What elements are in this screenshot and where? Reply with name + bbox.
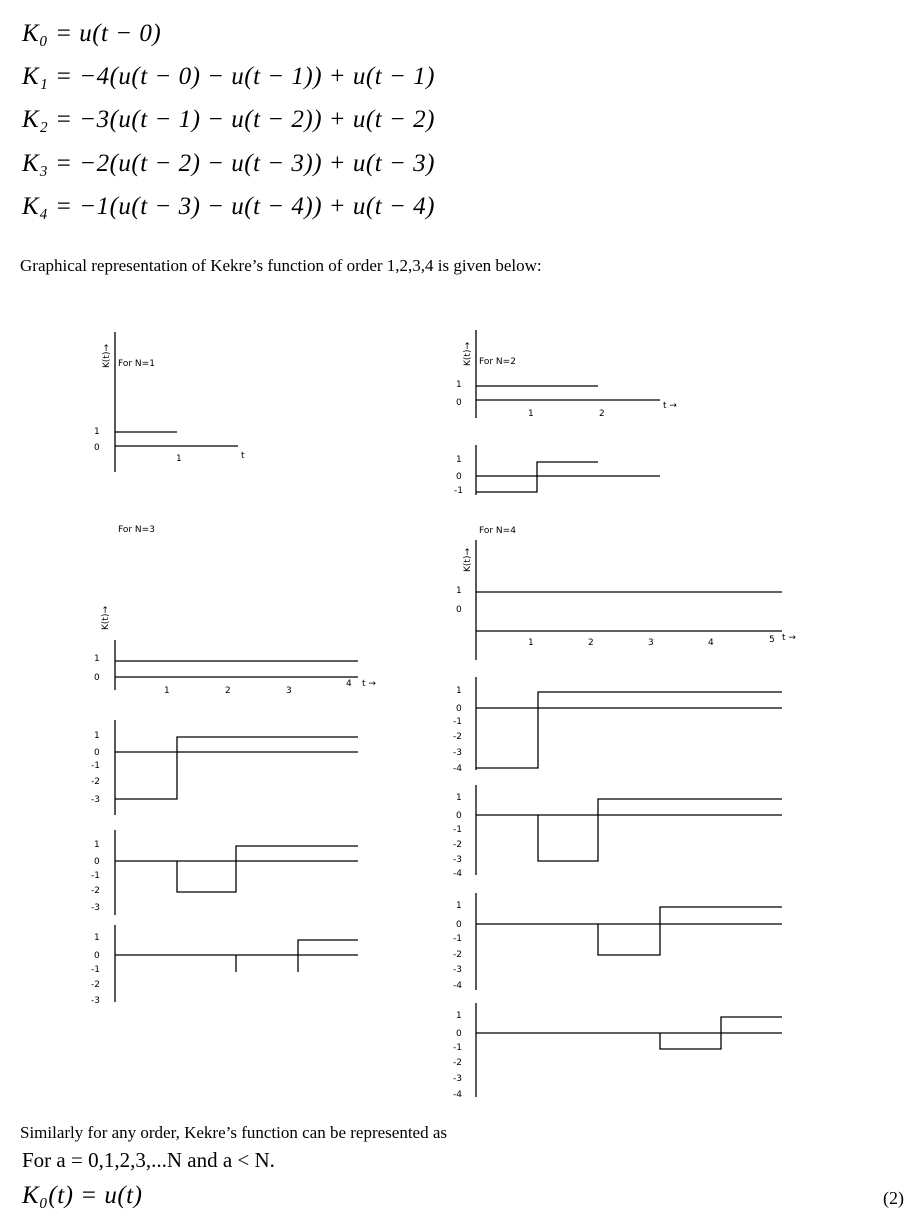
n4-g2-y-m3: -3 [453,748,462,758]
n2-bot-y-m1: -1 [454,486,463,496]
n4-g5-y-m2: -2 [453,1058,462,1068]
kekre-function-figure [0,300,924,1110]
n4-g4-y-m1: -1 [453,934,462,944]
n3-g2-y-m1: -1 [91,761,100,771]
n3-top-x-4: 4 [346,679,352,689]
n2-top-x-2: 2 [599,409,605,419]
n3-g3-step [177,846,358,892]
n4-ylabel: K(t)→ [463,548,473,572]
n4-g5-y-1: 1 [456,1011,462,1021]
n3-g2-y-0: 0 [94,748,100,758]
n4-top-x-1: 1 [528,638,534,648]
similar-paragraph: Similarly for any order, Kekre’s function can be represented as [20,1123,447,1142]
n3-g3-y-m1: -1 [91,871,100,881]
equation-number: (2) [883,1188,904,1208]
n1-title: For N=1 [118,359,155,369]
equation-k0: K₀ = u(t − 0) [22,20,162,47]
n3-ylabel: K(t)→ [101,606,111,630]
n2-top-y-0: 0 [456,398,462,408]
n4-g3-y-0: 0 [456,811,462,821]
n4-top-y-0: 0 [456,605,462,615]
n3-g3-y-1: 1 [94,840,100,850]
n3-g4-step [298,940,358,972]
n4-top-x-3: 3 [648,638,654,648]
n4-top-x-5: 5 [769,635,775,645]
n3-g3-y-m2: -2 [91,886,100,896]
n2-bot-y-1: 1 [456,455,462,465]
n4-g4-y-m4: -4 [453,981,462,991]
n4-g2-y-m4: -4 [453,764,462,774]
n3-g3-y-0: 0 [94,857,100,867]
n4-g4-step [598,907,782,955]
n3-top-x-3: 3 [286,686,292,696]
n3-top-y-0: 0 [94,673,100,683]
n1-ytick-0: 0 [94,443,100,453]
n2-bot-y-0: 0 [456,472,462,482]
n1-xtick-1: 1 [176,454,182,464]
n2-ylabel: K(t)→ [463,342,473,366]
intro-paragraph: Graphical representation of Kekre’s function of order 1,2,3,4 is given below: [20,256,542,275]
n4-g4-y-0: 0 [456,920,462,930]
n4-g5-y-m3: -3 [453,1074,462,1084]
equation-k1: K₁ = −4(u(t − 0) − u(t − 1)) + u(t − 1) [22,63,435,90]
n3-g2-step [115,737,358,799]
n4-g5-y-m4: -4 [453,1090,462,1100]
n1-xlabel: t [241,451,245,461]
n4-g2-y-1: 1 [456,686,462,696]
n3-g4-y-m3: -3 [91,996,100,1006]
n3-xlabel: t → [362,679,376,689]
equation-k3: K₃ = −2(u(t − 2) − u(t − 3)) + u(t − 3) [22,150,435,177]
n4-g4-y-m3: -3 [453,965,462,975]
n4-g3-y-m3: -3 [453,855,462,865]
n4-xlabel: t → [782,633,796,643]
n4-g3-y-m1: -1 [453,825,462,835]
n4-g3-step [538,799,782,861]
for-clause: For a = 0,1,2,3,...N and a < N. [22,1148,275,1172]
n3-g4-y-m1: -1 [91,965,100,975]
final-equation: K₀(t) = u(t) [22,1182,143,1209]
n3-top-y-1: 1 [94,654,100,664]
n2-title: For N=2 [479,357,516,367]
n4-top-y-1: 1 [456,586,462,596]
n4-title: For N=4 [479,526,516,536]
n4-g2-y-0: 0 [456,704,462,714]
n2-xlabel: t → [663,401,677,411]
n3-g4-y-m2: -2 [91,980,100,990]
n4-g5-y-0: 0 [456,1029,462,1039]
n1-ytick-1: 1 [94,427,100,437]
n2-top-x-1: 1 [528,409,534,419]
n3-g2-y-1: 1 [94,731,100,741]
n4-g4-y-1: 1 [456,901,462,911]
n4-g4-y-m2: -2 [453,950,462,960]
n4-g5-y-m1: -1 [453,1043,462,1053]
n4-top-x-2: 2 [588,638,594,648]
equation-k2: K₂ = −3(u(t − 1) − u(t − 2)) + u(t − 2) [22,106,435,133]
n3-g4-y-1: 1 [94,933,100,943]
n4-g3-y-m2: -2 [453,840,462,850]
n3-top-x-1: 1 [164,686,170,696]
n3-g2-y-m3: -3 [91,795,100,805]
equation-k4: K₄ = −1(u(t − 3) − u(t − 4)) + u(t − 4) [22,193,435,220]
n4-g3-y-m4: -4 [453,869,462,879]
n3-g4-y-0: 0 [94,951,100,961]
n3-g3-y-m3: -3 [91,903,100,913]
n4-g2-y-m1: -1 [453,717,462,727]
n2-top-y-1: 1 [456,380,462,390]
n3-g2-y-m2: -2 [91,777,100,787]
n4-top-x-4: 4 [708,638,714,648]
n3-top-x-2: 2 [225,686,231,696]
n2-bot-step [476,462,598,492]
n4-g2-step [476,692,782,768]
n1-ylabel: K(t)→ [102,344,112,368]
n4-g3-y-1: 1 [456,793,462,803]
n4-g2-y-m2: -2 [453,732,462,742]
n3-title: For N=3 [118,525,155,535]
